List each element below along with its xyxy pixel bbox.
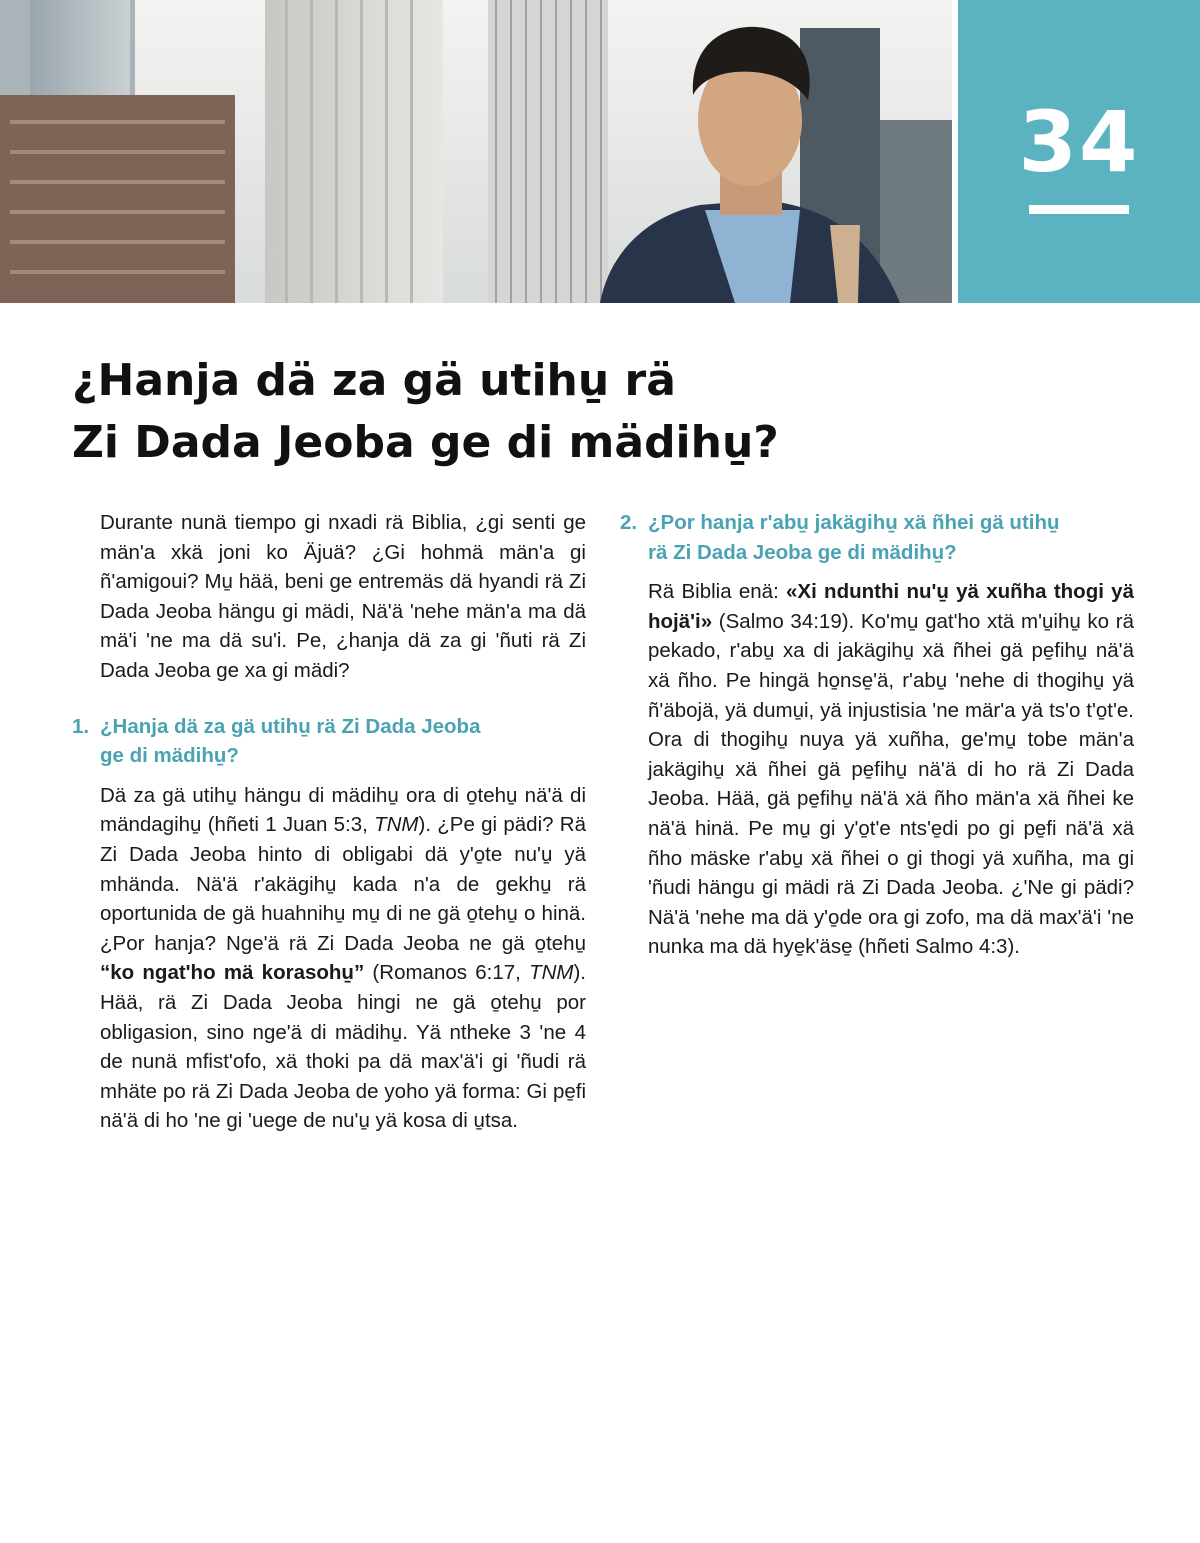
question-line: ¿Por hanja r'abu̱ jakägihu̱ xä ñhei gä utihu̱ bbox=[648, 511, 1060, 534]
title-line-1: ¿Hanja dä za gä utihu̱ rä bbox=[72, 355, 676, 406]
question-line: ¿Hanja dä za gä utihu̱ rä Zi Dada Jeoba bbox=[100, 714, 481, 738]
question-number: 1. bbox=[72, 714, 90, 738]
lesson-number: 34 bbox=[1018, 93, 1140, 191]
text-run: ). ¿Pe gi pädi? Rä Zi Dada Jeoba hinto di obligabi dä y'o̱te nu'u̱ yä mhända. Nä'ä r'akägihu̱ kada n'a de gekhu̱ rä oportunida de gä huahnihu̱ mu̱ di ne gä o̱tehu̱ o hinä. ¿Por hanja? Nge'ä rä Zi Dada Jeoba ne gä o̱tehu̱ bbox=[100, 813, 586, 955]
question-line: rä Zi Dada Jeoba ge di mädihu̱? bbox=[648, 540, 957, 564]
question-text bbox=[648, 508, 1134, 567]
bold-quote: «Xi ndunthi nu'u̱ yä xuñha thogi yä hojä'i» bbox=[648, 580, 1134, 633]
hero-photo bbox=[0, 0, 952, 303]
city-man-illustration bbox=[0, 0, 952, 303]
question-number: 2. bbox=[620, 511, 638, 534]
question-text bbox=[100, 712, 586, 771]
text-run: (Romanos 6:17, bbox=[364, 961, 530, 985]
title-line-2: Zi Dada Jeoba ge di mädihu̱? bbox=[72, 417, 779, 468]
intro-paragraph: Durante nunä tiempo gi nxadi rä Biblia, ¿gi senti ge män'a xkä joni ko Äjuä? ¿Gi hohmä män'a gi ñ'amigoui? Mu̱ hää, beni ge entremäs dä hyandi rä Zi Dada Jeoba hängu gi mädi, Nä'ä 'nehe män'a ma dä mä'i 'ne ma dä su'i. Pe, ¿hanja dä za gi 'ñuti rä Zi Dada Jeoba ge xa gi mädi? bbox=[100, 511, 586, 682]
reference-abbrev: TNM bbox=[529, 961, 574, 985]
question-line: ge di mädihu̱? bbox=[100, 744, 239, 768]
page-title bbox=[72, 350, 1132, 474]
text-run: Dä za gä utihu̱ hängu di mädihu̱ ora di o̱tehu̱ nä'ä di mändagihu̱ (hñeti 1 Juan 5:3, bbox=[100, 783, 586, 837]
badge-underline bbox=[1029, 205, 1129, 214]
text-run: Rä Biblia enä: bbox=[648, 580, 787, 604]
bold-quote: “ko ngat'ho mä korasohu̱” bbox=[100, 961, 365, 985]
left-column bbox=[72, 508, 586, 1136]
reference-abbrev: TNM bbox=[374, 813, 419, 837]
text-run: ). Hää, rä Zi Dada Jeoba hingi ne gä o̱tehu̱ por obligasion, sino nge'ä di mädihu̱. Yä ntheke 3 'ne 4 de nunä mfist'ofo, xä thoki pa dä max'ä'i gi 'ñudi rä mhäte po rä Zi Dada Jeoba de yoho yä forma: Gi pe̱fi nä'ä di ho 'ne gi 'uege de nu'u̱ yä kosa di u̱tsa. bbox=[100, 961, 586, 1133]
text-run: (Salmo 34:19). Ko'mu̱ gat'ho xtä m'u̱ihu̱ ko rä pekado, r'abu̱ xa di jakägihu̱ xä ñhei gä pe̱fihu̱ nä'ä xä ñho. Pe hingä ho̱nse̱'ä, r'abu̱ 'nehe di thogihu̱ yä ñ'äbojä, yä dumu̱i, yä injustisia 'ne mär'a yä ts'o t'o̱t'e. Ora di thogihu̱ nuya yä xuñha, ge'mu̱ tobe män'a jakägihu̱ xä ñhei gä pe̱fihu̱ nä'ä di ho rä Zi Dada Jeoba. Hää, gä pe̱fihu̱ nä'ä xä ñho män'a xä ñhei ke nä'ä hinä. Pe mu̱ gi y'o̱t'e nts'e̱di po gi pe̱fi nä'ä xä ñho mäske r'abu̱ xä ñhei o gi thogi yä xuñha, ma gi 'ñudi hängu gi mädi rä Zi Dada Jeoba. ¿'Ne gi pädi? Nä'ä 'nehe ma dä y'o̱de ora gi zofo, ma dä max'ä'i 'ne nunka ma dä hye̱k'äse̱ (hñeti Salmo 4:3). bbox=[648, 609, 1134, 959]
question-heading-1 bbox=[72, 712, 586, 771]
question-heading-2 bbox=[620, 508, 1134, 567]
section-2-paragraph bbox=[620, 577, 1134, 962]
lesson-number-badge bbox=[958, 0, 1200, 303]
right-column bbox=[620, 508, 1134, 962]
section-1-paragraph bbox=[72, 781, 586, 1136]
